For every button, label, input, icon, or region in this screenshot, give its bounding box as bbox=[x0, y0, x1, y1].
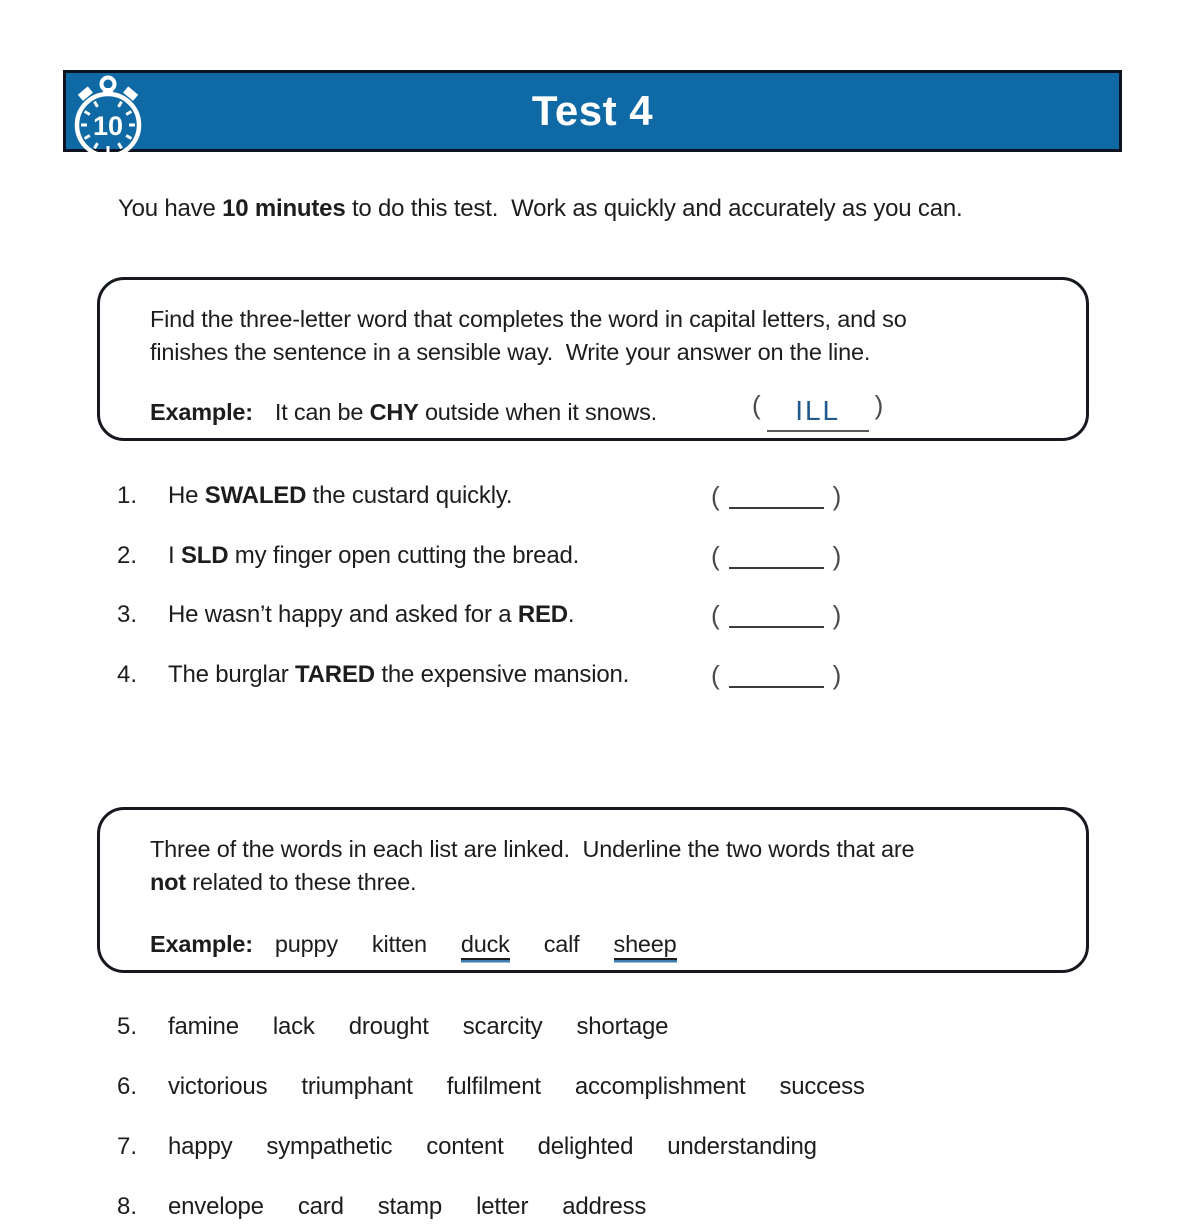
question-number: 3. bbox=[117, 601, 138, 628]
question-number: 8. bbox=[117, 1193, 138, 1220]
question-text: He wasn’t happy and asked for a RED. bbox=[168, 601, 575, 628]
example-word-underlined: duck bbox=[461, 931, 510, 960]
question-text: He SWALED the custard quickly. bbox=[168, 482, 513, 509]
question-number: 2. bbox=[117, 542, 138, 569]
question-number: 1. bbox=[117, 482, 138, 509]
answer-blank: ( ) bbox=[711, 600, 842, 630]
section1-instruction-box bbox=[97, 277, 1089, 441]
example-label: Example: bbox=[150, 399, 253, 425]
answer-line bbox=[729, 612, 824, 628]
answer-line bbox=[729, 672, 824, 688]
question-row-1 bbox=[0, 481, 1200, 515]
section1-instructions: Find the three-letter word that completes the word in capital letters, and so finishes the sentence in a sensible way. Write your answer on the line. bbox=[150, 306, 907, 365]
section1-example: Example: It can be CHY outside when it snows. bbox=[150, 399, 657, 425]
question-row-5 bbox=[0, 1012, 1200, 1046]
question-number: 4. bbox=[117, 661, 138, 688]
question-row-4 bbox=[0, 660, 1200, 694]
answer-line bbox=[729, 493, 824, 509]
question-text: I SLD my finger open cutting the bread. bbox=[168, 542, 580, 569]
answer-blank: ( ) bbox=[711, 481, 842, 511]
question-text: The burglar TARED the expensive mansion. bbox=[168, 661, 630, 688]
example-word: calf bbox=[543, 931, 580, 957]
stopwatch-timer-icon bbox=[63, 73, 153, 163]
question-row-6 bbox=[0, 1072, 1200, 1106]
question-number: 6. bbox=[117, 1073, 138, 1100]
question-row-8 bbox=[0, 1192, 1200, 1225]
intro-text: You have 10 minutes to do this test. Work as quickly and accurately as you can. bbox=[118, 195, 963, 222]
answer-blank: ( ) bbox=[711, 660, 842, 690]
example-word: kitten bbox=[371, 931, 427, 957]
answer-line bbox=[729, 553, 824, 569]
word-list: envelope card stamp letter address bbox=[168, 1193, 647, 1220]
example-word-underlined: sheep bbox=[614, 931, 677, 960]
word-list: famine lack drought scarcity shortage bbox=[168, 1013, 669, 1040]
question-number: 7. bbox=[117, 1133, 138, 1160]
question-number: 5. bbox=[117, 1013, 138, 1040]
timer-minutes-label: 10 bbox=[92, 111, 124, 141]
answer-blank: ( ) bbox=[711, 541, 842, 571]
question-row-2 bbox=[0, 541, 1200, 575]
section2-instruction-box bbox=[97, 807, 1089, 973]
word-list: happy sympathetic content delighted understanding bbox=[168, 1133, 817, 1160]
example-answer-text: ILL bbox=[767, 395, 869, 432]
page-title: Test 4 bbox=[531, 87, 654, 134]
example-word: puppy bbox=[274, 931, 338, 957]
example-label: Example: bbox=[150, 931, 253, 957]
question-row-7 bbox=[0, 1132, 1200, 1166]
header-bar bbox=[63, 70, 1122, 152]
question-row-3 bbox=[0, 600, 1200, 634]
word-list: victorious triumphant fulfilment accomplishment success bbox=[168, 1073, 865, 1100]
section2-example bbox=[150, 928, 677, 960]
section1-example-answer: ( ILL ) bbox=[752, 390, 883, 432]
section2-instructions: Three of the words in each list are linked. Underline the two words that are not related to these three. bbox=[150, 836, 915, 895]
